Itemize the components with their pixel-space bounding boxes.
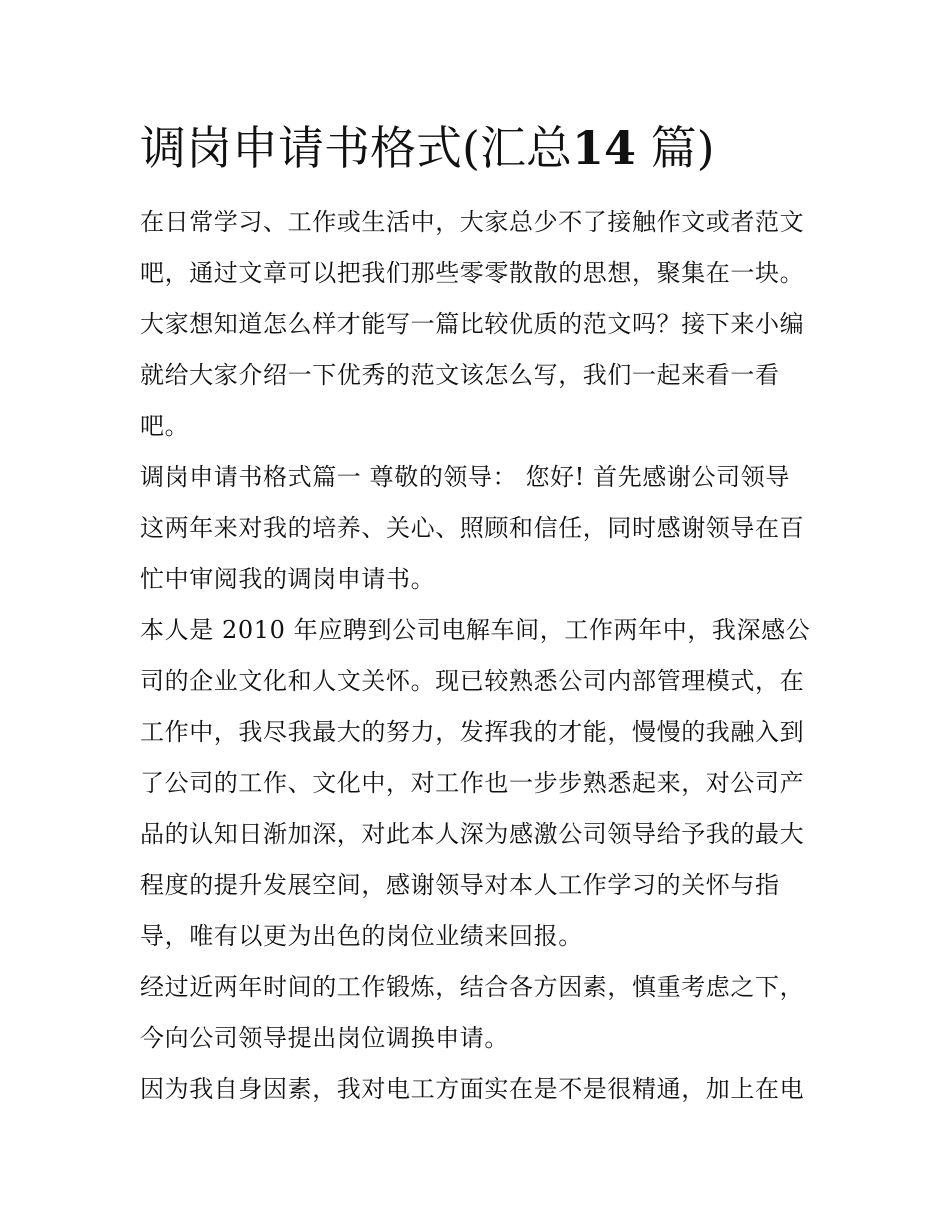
body-line: 了公司的工作、文化中，对工作也一步步熟悉起来，对公司产 [140, 769, 805, 797]
title-prefix: 调岗申请书格式(汇总 [140, 121, 572, 175]
title-number: 14 [571, 121, 636, 175]
body-line: 就给大家介绍一下优秀的范文该怎么写，我们一起来看一看 [140, 361, 780, 389]
body-line: 导，唯有以更为出色的岗位业绩来回报。 [140, 922, 583, 950]
body-line: 司的企业文化和人文关怀。现已较熟悉公司内部管理模式，在 [140, 667, 805, 695]
body-line: 程度的提升发展空间，感谢领导对本人工作学习的关怀与指 [140, 871, 780, 899]
body-line: 工作中，我尽我最大的努力，发挥我的才能，慢慢的我融入到 [140, 718, 805, 746]
document-title [140, 118, 840, 178]
body-line: 在日常学习、工作或生活中，大家总少不了接触作文或者范文 [140, 208, 805, 236]
document-body [140, 197, 820, 1115]
body-line: 调岗申请书格式篇一 尊敬的领导： 您好! 首先感谢公司领导 [140, 463, 790, 491]
title-suffix: 篇) [650, 121, 715, 175]
body-line: 品的认知日渐加深，对此本人深为感激公司领导给予我的最大 [140, 820, 805, 848]
body-line: 忙中审阅我的调岗申请书。 [140, 565, 436, 593]
body-line: 本人是 2010 年应聘到公司电解车间，工作两年中，我深感公 [140, 616, 811, 644]
body-line: 这两年来对我的培养、关心、照顾和信任，同时感谢领导在百 [140, 514, 805, 542]
body-line: 经过近两年时间的工作锻炼，结合各方因素，慎重考虑之下， [140, 973, 805, 1001]
body-line: 大家想知道怎么样才能写一篇比较优质的范文吗？接下来小编 [140, 310, 805, 338]
body-line: 因为我自身因素，我对电工方面实在是不是很精通，加上在电 [140, 1075, 805, 1103]
body-line: 吧。 [140, 412, 190, 440]
body-line: 今向公司领导提出岗位调换申请。 [140, 1024, 509, 1052]
body-line: 吧，通过文章可以把我们那些零零散散的思想，聚集在一块。 [140, 259, 805, 287]
